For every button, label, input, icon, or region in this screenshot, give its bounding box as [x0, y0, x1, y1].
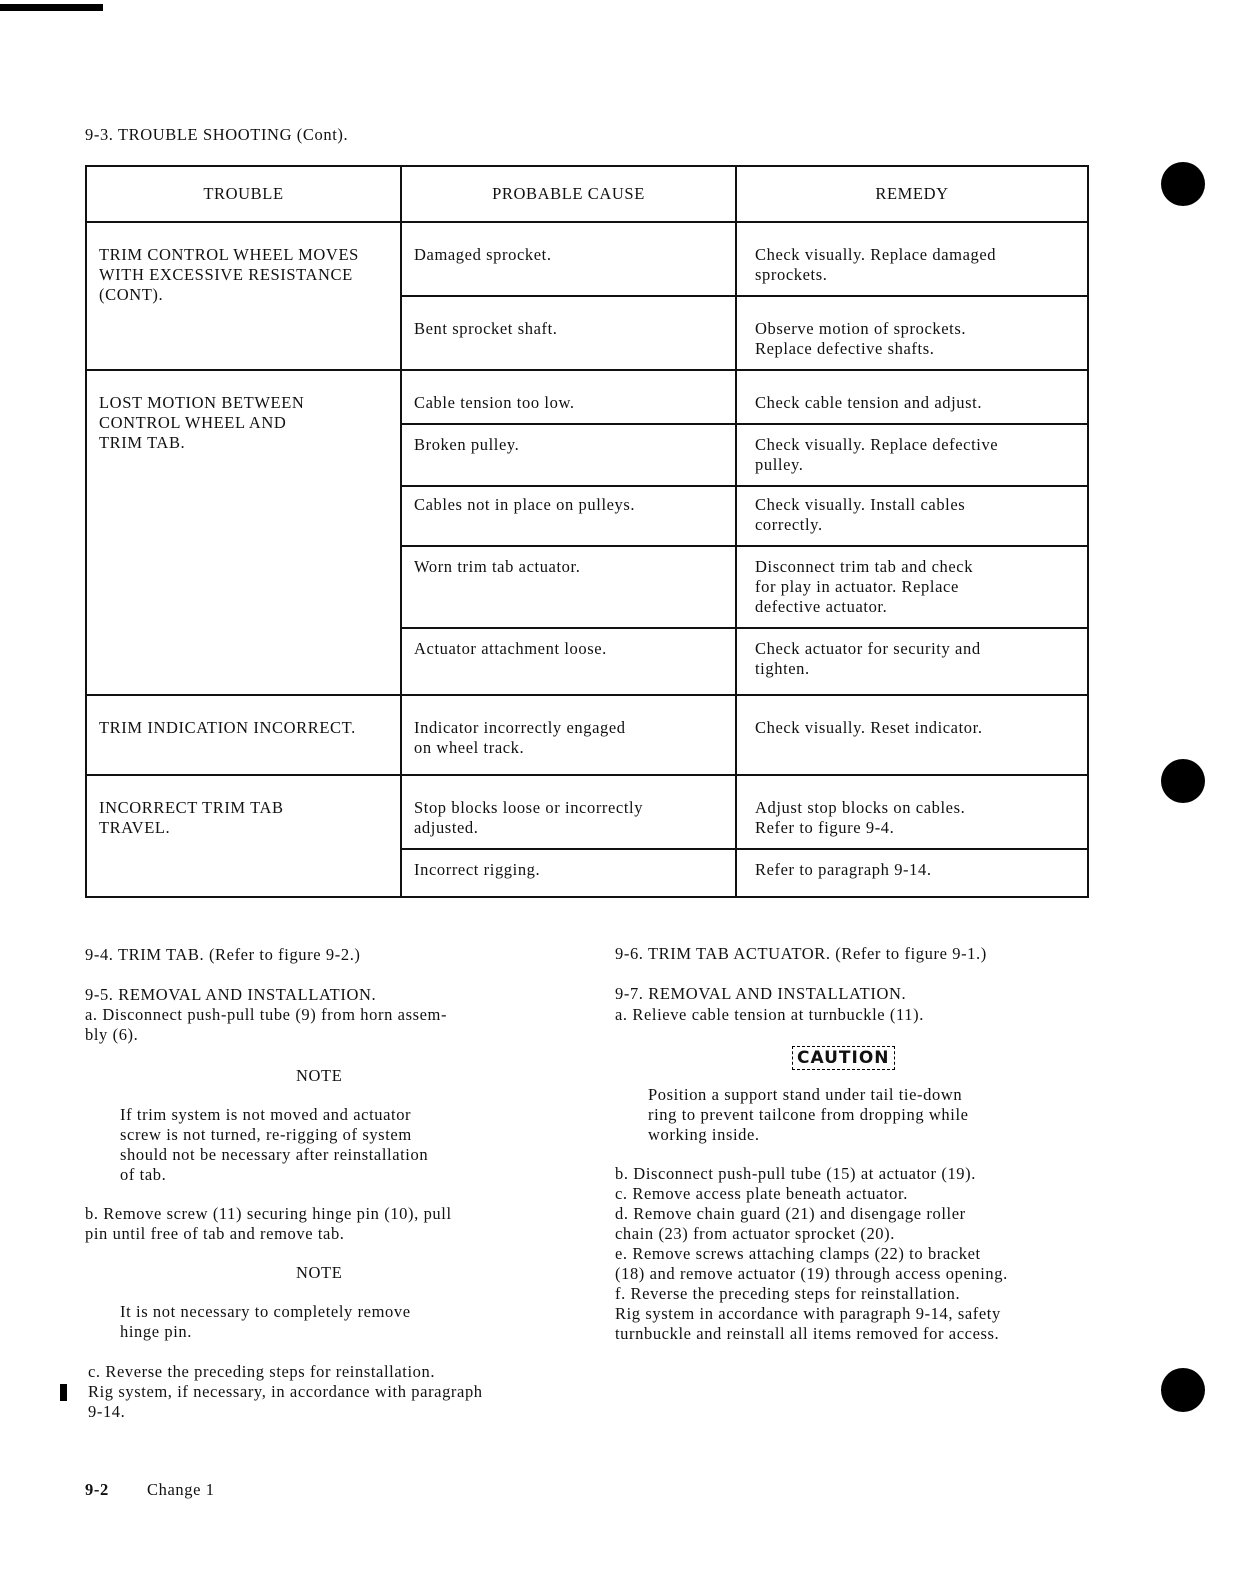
binder-hole — [1161, 162, 1205, 206]
note-title: NOTE — [296, 1263, 343, 1282]
table-header — [86, 166, 1088, 222]
remedy-cell: Check visually. Replace damaged sprockets. — [736, 222, 1088, 296]
remedy-cell: Check visually. Install cables correctly. — [736, 486, 1088, 546]
header-cause: PROBABLE CAUSE — [401, 166, 736, 222]
trouble-cell: TRIM CONTROL WHEEL MOVES WITH EXCESSIVE RESISTANCE (CONT). — [86, 222, 401, 370]
cause-cell: Bent sprocket shaft. — [401, 296, 736, 370]
step-a: a. Disconnect push-pull tube (9) from horn assem- bly (6). — [85, 1005, 448, 1044]
caution-text: Position a support stand under tail tie-down ring to prevent tailcone from dropping while working inside. — [648, 1085, 969, 1144]
cause-cell: Indicator incorrectly engaged on wheel track. — [401, 695, 736, 775]
remedy-cell: Check visually. Reset indicator. — [736, 695, 1088, 775]
cause-cell: Cables not in place on pulleys. — [401, 486, 736, 546]
change-bar — [60, 1384, 67, 1401]
remedy-cell: Refer to paragraph 9-14. — [736, 849, 1088, 897]
paragraph-9-4-heading: 9-4. TRIM TAB. (Refer to figure 9-2.) — [85, 945, 361, 964]
remedy-cell: Check visually. Replace defective pulley. — [736, 424, 1088, 486]
page-number: 9-2 — [85, 1480, 109, 1499]
remedy-cell: Observe motion of sprockets. Replace defective shafts. — [736, 296, 1088, 370]
table-row — [86, 695, 1088, 775]
cause-cell: Incorrect rigging. — [401, 849, 736, 897]
step-c: c. Reverse the preceding steps for reinstallation. Rig system, if necessary, in accordance with paragraph 9-14. — [88, 1362, 483, 1421]
change-number: Change 1 — [147, 1480, 215, 1499]
remedy-cell: Disconnect trim tab and check for play in actuator. Replace defective actuator. — [736, 546, 1088, 628]
header-trouble: TROUBLE — [86, 166, 401, 222]
binder-hole — [1161, 1368, 1205, 1412]
cause-cell: Actuator attachment loose. — [401, 628, 736, 695]
top-edge-bar — [0, 4, 103, 11]
remedy-cell: Adjust stop blocks on cables. Refer to figure 9-4. — [736, 775, 1088, 849]
paragraph-9-7-heading: 9-7. REMOVAL AND INSTALLATION. — [615, 984, 907, 1003]
note-text: It is not necessary to completely remove hinge pin. — [120, 1302, 411, 1341]
cause-cell: Damaged sprocket. — [401, 222, 736, 296]
table-row — [86, 370, 1088, 424]
remedy-cell: Check cable tension and adjust. — [736, 370, 1088, 424]
trouble-cell: TRIM INDICATION INCORRECT. — [86, 695, 401, 775]
paragraph-9-6-heading: 9-6. TRIM TAB ACTUATOR. (Refer to figure 9-1.) — [615, 944, 987, 963]
header-remedy: REMEDY — [736, 166, 1088, 222]
section-heading: 9-3. TROUBLE SHOOTING (Cont). — [85, 125, 349, 144]
table-row — [86, 775, 1088, 849]
cause-cell: Cable tension too low. — [401, 370, 736, 424]
paragraph-9-5-heading: 9-5. REMOVAL AND INSTALLATION. — [85, 985, 377, 1004]
note-text: If trim system is not moved and actuator screw is not turned, re-rigging of system should not be necessary after reinstallation of tab. — [120, 1105, 429, 1184]
remedy-cell: Check actuator for security and tighten. — [736, 628, 1088, 695]
cause-cell: Broken pulley. — [401, 424, 736, 486]
cause-cell: Stop blocks loose or incorrectly adjusted. — [401, 775, 736, 849]
caution-label: CAUTION — [792, 1046, 895, 1070]
step-a: a. Relieve cable tension at turnbuckle (11). — [615, 1005, 924, 1024]
note-title: NOTE — [296, 1066, 343, 1085]
table-row — [86, 222, 1088, 296]
binder-hole — [1161, 759, 1205, 803]
troubleshooting-table — [85, 165, 1089, 898]
steps-b-to-f: b. Disconnect push-pull tube (15) at actuator (19). c. Remove access plate beneath actuator. d. Remove chain guard (21) and disengage roller chain (23) from actuator sprocket (20). e. Remove screws attaching clamps (22) to bracket (18) and remove actuator (19) through access opening. f. Reverse the preceding steps for reinstallation. Rig system in accordance with paragraph 9-14, safety turnbuckle and reinstall all items removed for access. — [615, 1164, 1008, 1343]
cause-cell: Worn trim tab actuator. — [401, 546, 736, 628]
trouble-cell: LOST MOTION BETWEEN CONTROL WHEEL AND TRIM TAB. — [86, 370, 401, 695]
trouble-cell: INCORRECT TRIM TAB TRAVEL. — [86, 775, 401, 897]
step-b: b. Remove screw (11) securing hinge pin (10), pull pin until free of tab and remove tab. — [85, 1204, 452, 1243]
